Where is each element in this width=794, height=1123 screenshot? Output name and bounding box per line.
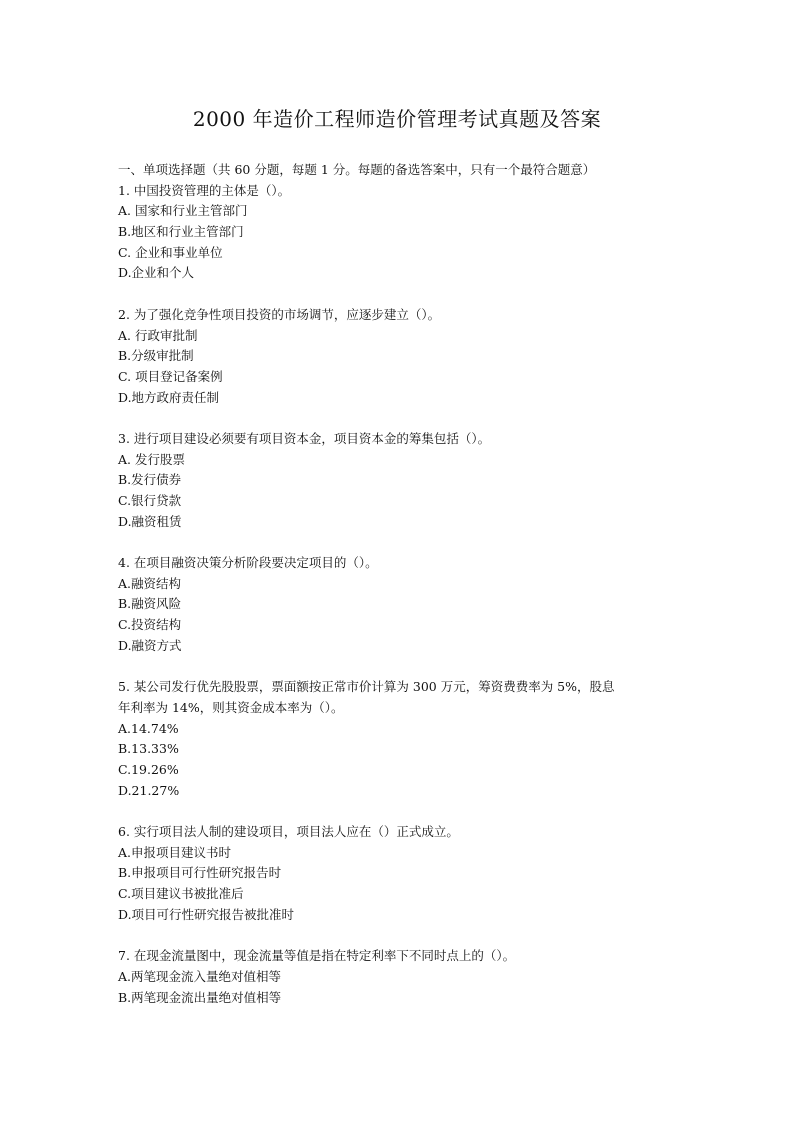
option-b: B.分级审批制 [118, 348, 194, 364]
section-heading: 一、单项选择题（共 60 分题，每题 1 分。每题的备选答案中，只有一个最符合题意） [118, 162, 596, 177]
option-b: B.申报项目可行性研究报告时 [118, 865, 282, 881]
option-b: B.地区和行业主管部门 [118, 224, 244, 240]
option-c: C.19.26% [118, 761, 179, 777]
option-a: A. 行政审批制 [118, 327, 198, 343]
option-d: D.21.27% [118, 782, 180, 798]
option-a: A. 发行股票 [118, 451, 185, 467]
spacer [118, 284, 678, 305]
option-a: A. 国家和行业主管部门 [118, 203, 248, 219]
option-d: D.融资租赁 [118, 513, 182, 529]
question-4 [118, 553, 678, 656]
option-c: C.银行贷款 [118, 493, 182, 508]
question-stem: 2. 为了强化竞争性项目投资的市场调节，应逐步建立（）。 [118, 306, 441, 322]
option-b: B.融资风险 [118, 596, 182, 612]
option-b: B.发行债券 [118, 472, 182, 488]
spacer [118, 408, 678, 429]
question-6 [118, 822, 678, 925]
option-d: D.融资方式 [118, 637, 182, 653]
spacer [118, 532, 678, 553]
option-a: A.申报项目建议书时 [118, 844, 232, 860]
question-stem: 6. 实行项目法人制的建设项目，项目法人应在（）正式成立。 [118, 824, 459, 839]
option-b: B.13.33% [118, 741, 179, 757]
question-stem: 7. 在现金流量图中，现金流量等值是指在特定利率下不同时点上的（）。 [118, 948, 516, 964]
question-3 [118, 429, 678, 532]
option-c: C. 项目登记备案例 [118, 368, 223, 384]
question-stem: 1. 中国投资管理的主体是（）。 [118, 182, 291, 198]
question-5 [118, 677, 678, 801]
question-2 [118, 305, 678, 408]
option-d: D.地方政府责任制 [118, 389, 220, 405]
question-stem-line-1: 5. 某公司发行优先股股票，票面额按正常市价计算为 300 万元，筹资费费率为 5%，股息 [118, 679, 615, 695]
option-d: D.项目可行性研究报告被批准时 [118, 906, 295, 922]
spacer [118, 801, 678, 822]
question-7 [118, 946, 678, 1008]
question-stem: 3. 进行项目建设必须要有项目资本金，项目资本金的筹集包括（）。 [118, 430, 491, 446]
document-title: 2000 年造价工程师造价管理考试真题及答案 [192, 107, 602, 131]
question-1 [118, 181, 678, 284]
document-body [118, 160, 678, 1008]
option-a: A.14.74% [118, 720, 179, 736]
question-stem-line-2: 年利率为 14%，则其资金成本率为（）。 [118, 699, 344, 715]
option-d: D.企业和个人 [118, 265, 195, 281]
option-c: C. 企业和事业单位 [118, 244, 223, 260]
option-a: A.融资结构 [118, 575, 182, 591]
spacer [118, 925, 678, 946]
option-c: C.投资结构 [118, 617, 182, 633]
option-c: C.项目建议书被批准后 [118, 886, 244, 902]
question-stem: 4. 在项目融资决策分析阶段要决定项目的（）。 [118, 555, 378, 571]
spacer [118, 657, 678, 678]
option-a: A.两笔现金流入量绝对值相等 [118, 968, 282, 984]
option-b: B.两笔现金流出量绝对值相等 [118, 989, 282, 1005]
